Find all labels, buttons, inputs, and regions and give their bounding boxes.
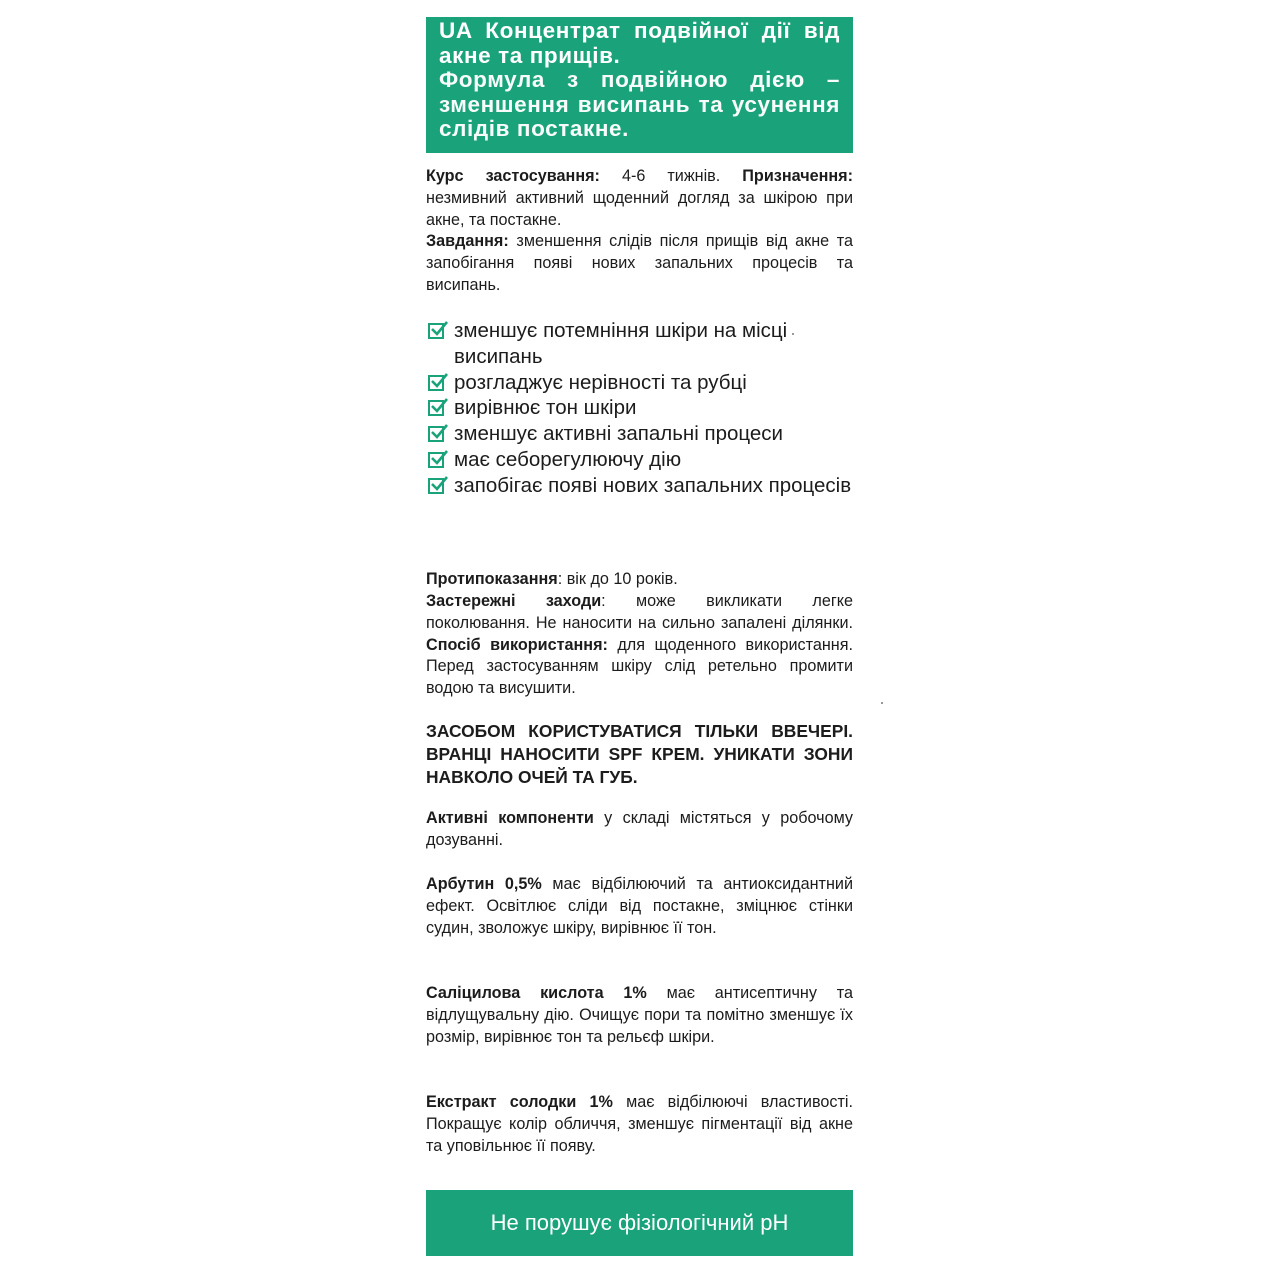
header-banner	[426, 17, 853, 153]
purpose-value: незмивний активний щоденний догляд за шкірою при акне, та постакне.	[426, 188, 853, 229]
list-item	[428, 395, 858, 421]
speck-mark	[881, 702, 883, 704]
checkbox-check-icon	[428, 375, 444, 391]
checkbox-check-icon	[428, 452, 444, 468]
usage-value: для щоденного використання. Перед застосуванням шкіру слід ретельно промити водою та висушити.	[426, 635, 853, 698]
course-label: Курс застосування:	[426, 167, 600, 185]
salicylic-paragraph	[426, 983, 853, 1048]
warnings-label: Застережні заходи	[426, 592, 602, 610]
footer-banner	[426, 1190, 853, 1256]
purpose-label: Призначення:	[742, 167, 853, 185]
benefits-list	[428, 318, 858, 499]
licorice-label: Екстракт солодки 1%	[426, 1093, 613, 1111]
task-paragraph	[426, 231, 853, 296]
header-title: UA Концентрат подвійної дії від акне та прищів.	[439, 18, 840, 68]
header-subtitle: Формула з подвійною дією – зменшення висипань та усунення слідів постакне.	[439, 67, 840, 141]
checkbox-check-icon	[428, 400, 444, 416]
benefit-text: вирівнює тон шкіри	[454, 396, 637, 420]
task-value: зменшення слідів після прищів від акне та запобігання появі нових запальних процесів та висипань.	[426, 232, 853, 294]
evening-use-notice: ЗАСОБОМ КОРИСТУВАТИСЯ ТІЛЬКИ ВВЕЧЕРІ. ВРАНЦІ НАНОСИТИ SPF КРЕМ. УНИКАТИ ЗОНИ НАВКОЛО ОЧЕЙ ТА ГУБ.	[426, 721, 853, 787]
list-item	[428, 447, 858, 473]
checkbox-check-icon	[428, 426, 444, 442]
active-value: у складі містяться у робочому дозуванні.	[426, 809, 853, 849]
arbutin-paragraph	[426, 874, 853, 939]
benefit-text: зменшує потемніння шкіри на місці висипань	[454, 319, 788, 368]
licorice-paragraph	[426, 1092, 853, 1157]
benefit-text: зменшує активні запальні процеси	[454, 422, 784, 446]
contra-value: : вік до 10 років.	[557, 570, 678, 588]
active-components-paragraph	[426, 808, 853, 852]
speck-mark	[792, 333, 794, 335]
arbutin-value: має відбілюючий та антиоксидантний ефект. Освітлює сліди від постакне, зміцнює стінки судин, зволожує шкіру, вирівнює її тон.	[426, 875, 853, 937]
course-value: 4-6 тижнів.	[599, 167, 743, 185]
salicylic-value: має антисептичну та відлущувальну дію. Очищує пори та помітно зменшує їх розмір, вирівнює тон та рельєф шкіри.	[426, 984, 853, 1046]
licorice-value: має відбілюючі властивості. Покращує колір обличчя, зменшує пігментації від акне та уповільнює її появу.	[426, 1093, 853, 1155]
warnings-paragraph	[426, 591, 853, 700]
active-label: Активні компоненти	[426, 809, 594, 827]
list-item	[428, 473, 858, 499]
warnings-value: : може викликати легке поколювання. Не наносити на сильно запалені ділянки.	[426, 592, 853, 632]
list-item	[428, 318, 858, 370]
benefit-text: запобігає появі нових запальних процесів	[454, 473, 852, 497]
benefit-text: розгладжує нерівності та рубці	[454, 370, 747, 394]
contraindications-paragraph	[426, 569, 853, 591]
list-item	[428, 370, 858, 396]
usage-label: Спосіб використання:	[426, 635, 608, 654]
benefit-text: має себорегулюючу дію	[454, 447, 682, 471]
list-item	[428, 421, 858, 447]
task-label: Завдання:	[426, 232, 509, 250]
salicylic-label: Саліцилова кислота 1%	[426, 984, 647, 1002]
checkbox-check-icon	[428, 478, 444, 494]
course-paragraph	[426, 166, 853, 231]
footer-text: Не порушує фізіологічний pH	[490, 1210, 789, 1235]
contra-label: Протипоказання	[426, 570, 558, 588]
arbutin-label: Арбутин 0,5%	[426, 875, 542, 893]
checkbox-check-icon	[428, 323, 444, 339]
